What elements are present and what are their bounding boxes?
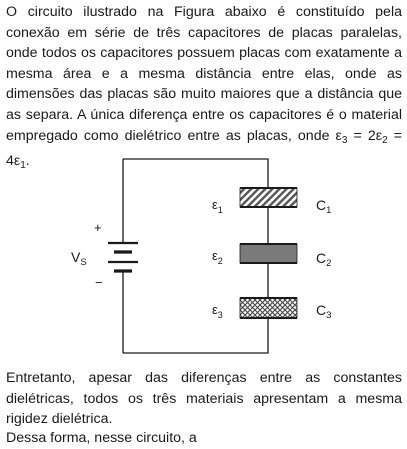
source-minus-sign: − [95, 275, 103, 290]
capacitor-c3-dielectric [240, 298, 297, 318]
capacitor-c3-label: $C_3$ [316, 302, 332, 321]
capacitor-c3-permittivity: $\varepsilon_3$ [212, 302, 223, 320]
source-plus-sign: + [94, 220, 102, 235]
source-label: $V_S$ [71, 249, 87, 268]
voltage-source [108, 243, 138, 271]
permittivity-relation: $\varepsilon_3 = 2\varepsilon_2 = 4\varepsilon_1$. [6, 127, 402, 172]
capacitor-c1-permittivity: $\varepsilon_1$ [212, 197, 223, 215]
capacitor-c1-label: $C_1$ [316, 197, 332, 216]
closing-prompt: Dessa forma, nesse circuito, a [6, 430, 197, 446]
capacitor-c1 [240, 188, 297, 207]
intro-text: O circuito ilustrado na Figura abaixo é constituído pela conexão em série de três capacitores de placas paralelas, onde todos os capacitores possuem placas com exatamente a mesma área e a mesma distância entre elas, onde as dimensões das placas são muito maiores que a distância que as separa. A única diferença entre os capacitores é o material empregado como dielétrico entre as placas, onde [6, 4, 402, 144]
outro-paragraph: Entretanto, apesar das diferenças entre as constantes dielétricas, todos os três materiais apresentam a mesma rigidez dielétrica. [6, 370, 402, 428]
capacitor-c2 [240, 244, 297, 263]
capacitor-c2-permittivity: $\varepsilon_2$ [212, 248, 223, 266]
capacitor-c2-label: $C_2$ [316, 250, 332, 269]
capacitor-c1-dielectric [240, 188, 297, 207]
capacitor-c2-dielectric [240, 244, 297, 263]
capacitor-c3 [240, 298, 297, 318]
